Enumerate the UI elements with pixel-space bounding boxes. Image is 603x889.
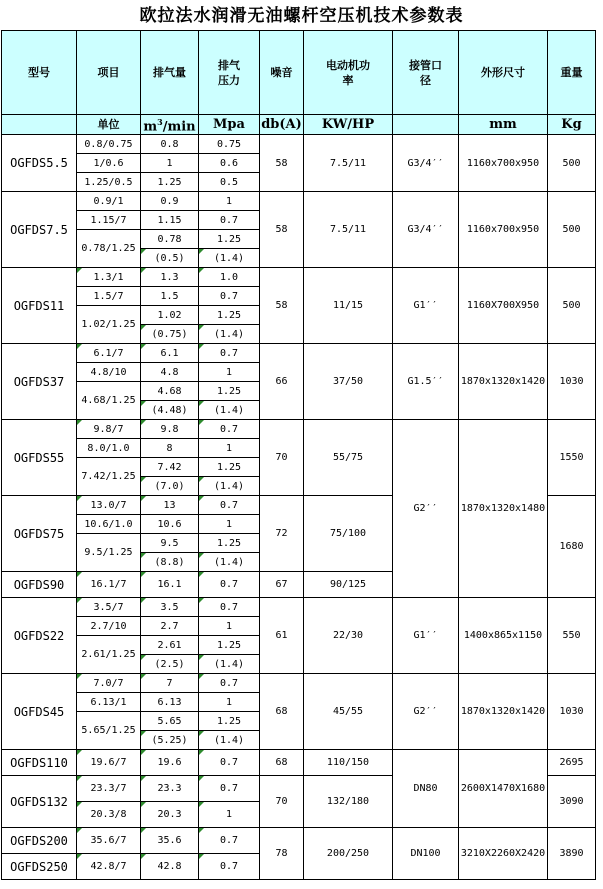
cell-flow: (0.5) <box>141 249 199 268</box>
cell-pressure: 0.7 <box>199 854 260 880</box>
cell-power: 45/55 <box>304 674 393 750</box>
header-weight: 重量 <box>548 31 596 115</box>
cell-weight: 3890 <box>548 828 596 880</box>
cell-flow: 20.3 <box>141 802 199 828</box>
cell-pressure: 0.7 <box>199 496 260 515</box>
cell-model: OGFDS90 <box>2 572 77 598</box>
cell-flow: 1.15 <box>141 211 199 230</box>
cell-item: 3.5/7 <box>77 598 141 617</box>
cell-item: 42.8/7 <box>77 854 141 880</box>
page-title: 欧拉法水润滑无油螺杆空压机技术参数表 <box>139 6 464 26</box>
cell-noise: 58 <box>260 135 304 192</box>
cell-item: 2.61/1.25 <box>77 636 141 674</box>
cell-power: 7.5/11 <box>304 135 393 192</box>
cell-item: 6.1/7 <box>77 344 141 363</box>
header-noise: 噪音 <box>260 31 304 115</box>
cell-pipe: G2′′ <box>393 420 459 598</box>
cell-flow: 4.68 <box>141 382 199 401</box>
cell-power: 132/180 <box>304 776 393 828</box>
cell-pressure: 1 <box>199 363 260 382</box>
unit-dimensions: mm <box>459 115 548 135</box>
unit-item: 单位 <box>77 115 141 135</box>
cell-pressure: (1.4) <box>199 477 260 496</box>
cell-power: 55/75 <box>304 420 393 496</box>
cell-pipe: G1′′ <box>393 598 459 674</box>
cell-power: 75/100 <box>304 496 393 572</box>
cell-dimensions: 1160x700x950 <box>459 192 548 268</box>
cell-pipe: G2′′ <box>393 674 459 750</box>
cell-pressure: 1.25 <box>199 382 260 401</box>
cell-dimensions: 1160X700X950 <box>459 268 548 344</box>
cell-pressure: 1.25 <box>199 306 260 325</box>
cell-item: 1.25/0.5 <box>77 173 141 192</box>
cell-flow: 7.42 <box>141 458 199 477</box>
cell-item: 4.8/10 <box>77 363 141 382</box>
table-row <box>2 674 596 693</box>
table-row <box>2 828 596 854</box>
unit-pipe <box>393 115 459 135</box>
cell-flow: 6.13 <box>141 693 199 712</box>
cell-pressure: (1.4) <box>199 655 260 674</box>
cell-flow: (5.25) <box>141 731 199 750</box>
cell-flow: 2.7 <box>141 617 199 636</box>
cell-item: 4.68/1.25 <box>77 382 141 420</box>
cell-noise: 58 <box>260 268 304 344</box>
cell-dimensions: 3210X2260X2420 <box>459 828 548 880</box>
cell-pressure: 1 <box>199 617 260 636</box>
cell-pressure: 0.5 <box>199 173 260 192</box>
cell-flow: 1 <box>141 154 199 173</box>
cell-pressure: 1.25 <box>199 458 260 477</box>
cell-flow: 10.6 <box>141 515 199 534</box>
cell-weight: 550 <box>548 598 596 674</box>
cell-power: 22/30 <box>304 598 393 674</box>
cell-pipe: DN80 <box>393 750 459 828</box>
cell-model: OGFDS200 <box>2 828 77 854</box>
cell-pressure: 0.7 <box>199 287 260 306</box>
cell-flow: 0.9 <box>141 192 199 211</box>
cell-pressure: 0.7 <box>199 750 260 776</box>
header-dimensions: 外形尺寸 <box>459 31 548 115</box>
unit-flow-base: m <box>143 119 158 135</box>
cell-noise: 61 <box>260 598 304 674</box>
cell-flow: 9.8 <box>141 420 199 439</box>
cell-item: 35.6/7 <box>77 828 141 854</box>
cell-flow: 6.1 <box>141 344 199 363</box>
cell-item: 16.1/7 <box>77 572 141 598</box>
header-item: 项目 <box>77 31 141 115</box>
cell-pressure: 0.75 <box>199 135 260 154</box>
cell-pressure: (1.4) <box>199 553 260 572</box>
cell-power: 90/125 <box>304 572 393 598</box>
cell-noise: 66 <box>260 344 304 420</box>
cell-item: 5.65/1.25 <box>77 712 141 750</box>
table-row <box>2 420 596 439</box>
cell-item: 0.8/0.75 <box>77 135 141 154</box>
cell-item: 9.8/7 <box>77 420 141 439</box>
cell-pressure: 1 <box>199 439 260 458</box>
cell-flow: 8 <box>141 439 199 458</box>
table-row <box>2 344 596 363</box>
cell-pressure: 1 <box>199 802 260 828</box>
cell-pressure: 1 <box>199 693 260 712</box>
cell-weight: 1030 <box>548 344 596 420</box>
cell-dimensions: 1400x865x1150 <box>459 598 548 674</box>
cell-flow: 1.3 <box>141 268 199 287</box>
cell-item: 1/0.6 <box>77 154 141 173</box>
header-pressure: 排气压力 <box>199 31 260 115</box>
cell-noise: 70 <box>260 776 304 828</box>
cell-dimensions: 2600X1470X1680 <box>459 750 548 828</box>
table-row <box>2 268 596 287</box>
cell-noise: 68 <box>260 674 304 750</box>
cell-flow: (2.5) <box>141 655 199 674</box>
spec-table <box>1 30 596 880</box>
table-row <box>2 598 596 617</box>
cell-weight: 500 <box>548 192 596 268</box>
cell-item: 0.9/1 <box>77 192 141 211</box>
cell-pressure: 0.6 <box>199 154 260 173</box>
cell-flow: 1.5 <box>141 287 199 306</box>
cell-flow: 1.02 <box>141 306 199 325</box>
unit-blank <box>2 115 77 135</box>
cell-item: 1.5/7 <box>77 287 141 306</box>
cell-item: 19.6/7 <box>77 750 141 776</box>
cell-flow: 9.5 <box>141 534 199 553</box>
cell-pressure: 1.25 <box>199 230 260 249</box>
cell-item: 7.42/1.25 <box>77 458 141 496</box>
cell-flow: 1.25 <box>141 173 199 192</box>
cell-weight: 500 <box>548 135 596 192</box>
cell-pressure: 0.7 <box>199 344 260 363</box>
cell-flow: 35.6 <box>141 828 199 854</box>
cell-dimensions: 1870x1320x1480 <box>459 420 548 598</box>
cell-item: 9.5/1.25 <box>77 534 141 572</box>
cell-model: OGFDS55 <box>2 420 77 496</box>
cell-model: OGFDS5.5 <box>2 135 77 192</box>
cell-dimensions: 1160x700x950 <box>459 135 548 192</box>
cell-item: 1.3/1 <box>77 268 141 287</box>
cell-flow: 5.65 <box>141 712 199 731</box>
unit-flow <box>141 115 199 135</box>
cell-pressure: (1.4) <box>199 401 260 420</box>
cell-item: 20.3/8 <box>77 802 141 828</box>
cell-pressure: 0.7 <box>199 598 260 617</box>
cell-flow: 19.6 <box>141 750 199 776</box>
cell-flow: (0.75) <box>141 325 199 344</box>
cell-item: 10.6/1.0 <box>77 515 141 534</box>
cell-pressure: 0.7 <box>199 420 260 439</box>
cell-pressure: (1.4) <box>199 249 260 268</box>
cell-flow: 23.3 <box>141 776 199 802</box>
cell-noise: 70 <box>260 420 304 496</box>
cell-item: 23.3/7 <box>77 776 141 802</box>
cell-pressure: 1 <box>199 515 260 534</box>
cell-item: 2.7/10 <box>77 617 141 636</box>
cell-pressure: 0.7 <box>199 776 260 802</box>
cell-pressure: 1.0 <box>199 268 260 287</box>
cell-weight: 2695 <box>548 750 596 776</box>
cell-item: 7.0/7 <box>77 674 141 693</box>
cell-noise: 58 <box>260 192 304 268</box>
header-flow: 排气量 <box>141 31 199 115</box>
cell-dimensions: 1870x1320x1420 <box>459 344 548 420</box>
cell-flow: (4.48) <box>141 401 199 420</box>
cell-power: 200/250 <box>304 828 393 880</box>
cell-flow: 42.8 <box>141 854 199 880</box>
cell-noise: 72 <box>260 496 304 572</box>
cell-weight: 1550 <box>548 420 596 496</box>
cell-model: OGFDS7.5 <box>2 192 77 268</box>
cell-item: 8.0/1.0 <box>77 439 141 458</box>
cell-pressure: 1.25 <box>199 712 260 731</box>
cell-flow: 0.78 <box>141 230 199 249</box>
cell-flow: 7 <box>141 674 199 693</box>
cell-pressure: 1.25 <box>199 636 260 655</box>
cell-pressure: 0.7 <box>199 674 260 693</box>
cell-weight: 500 <box>548 268 596 344</box>
header-row <box>2 31 596 115</box>
cell-model: OGFDS75 <box>2 496 77 572</box>
unit-flow-rest: /min <box>162 119 196 135</box>
cell-noise: 78 <box>260 828 304 880</box>
header-power: 电动机功率 <box>304 31 393 115</box>
cell-pressure: 0.7 <box>199 211 260 230</box>
table-row <box>2 135 596 154</box>
cell-model: OGFDS11 <box>2 268 77 344</box>
cell-flow: (8.8) <box>141 553 199 572</box>
cell-weight: 3090 <box>548 776 596 828</box>
cell-flow: 0.8 <box>141 135 199 154</box>
cell-pipe: G3/4′′ <box>393 135 459 192</box>
cell-flow: 4.8 <box>141 363 199 382</box>
cell-noise: 67 <box>260 572 304 598</box>
cell-model: OGFDS22 <box>2 598 77 674</box>
table-row <box>2 750 596 776</box>
cell-item: 1.02/1.25 <box>77 306 141 344</box>
cell-flow: 16.1 <box>141 572 199 598</box>
header-pipe: 接管口径 <box>393 31 459 115</box>
unit-flow-sup: 3 <box>157 117 163 127</box>
cell-item: 1.15/7 <box>77 211 141 230</box>
cell-item: 13.0/7 <box>77 496 141 515</box>
cell-weight: 1680 <box>548 496 596 598</box>
table-row <box>2 192 596 211</box>
cell-pipe: G1.5′′ <box>393 344 459 420</box>
cell-pressure: 0.7 <box>199 828 260 854</box>
cell-model: OGFDS250 <box>2 854 77 880</box>
cell-flow: 2.61 <box>141 636 199 655</box>
unit-pressure: Mpa <box>199 115 260 135</box>
cell-power: 7.5/11 <box>304 192 393 268</box>
cell-pressure: 1.25 <box>199 534 260 553</box>
cell-power: 11/15 <box>304 268 393 344</box>
cell-model: OGFDS132 <box>2 776 77 828</box>
cell-flow: 3.5 <box>141 598 199 617</box>
cell-pipe: DN100 <box>393 828 459 880</box>
cell-flow: (7.0) <box>141 477 199 496</box>
cell-weight: 1030 <box>548 674 596 750</box>
unit-power: KW/HP <box>304 115 393 135</box>
cell-pipe: G1′′ <box>393 268 459 344</box>
unit-noise: db(A) <box>260 115 304 135</box>
cell-model: OGFDS37 <box>2 344 77 420</box>
header-model: 型号 <box>2 31 77 115</box>
cell-dimensions: 1870x1320x1420 <box>459 674 548 750</box>
cell-power: 37/50 <box>304 344 393 420</box>
cell-item: 0.78/1.25 <box>77 230 141 268</box>
unit-row <box>2 115 596 135</box>
unit-weight: Kg <box>548 115 596 135</box>
cell-pressure: 0.7 <box>199 572 260 598</box>
cell-pipe: G3/4′′ <box>393 192 459 268</box>
cell-model: OGFDS110 <box>2 750 77 776</box>
cell-pressure: 1 <box>199 192 260 211</box>
cell-model: OGFDS45 <box>2 674 77 750</box>
cell-flow: 13 <box>141 496 199 515</box>
cell-noise: 68 <box>260 750 304 776</box>
cell-power: 110/150 <box>304 750 393 776</box>
cell-pressure: (1.4) <box>199 325 260 344</box>
cell-pressure: (1.4) <box>199 731 260 750</box>
cell-item: 6.13/1 <box>77 693 141 712</box>
